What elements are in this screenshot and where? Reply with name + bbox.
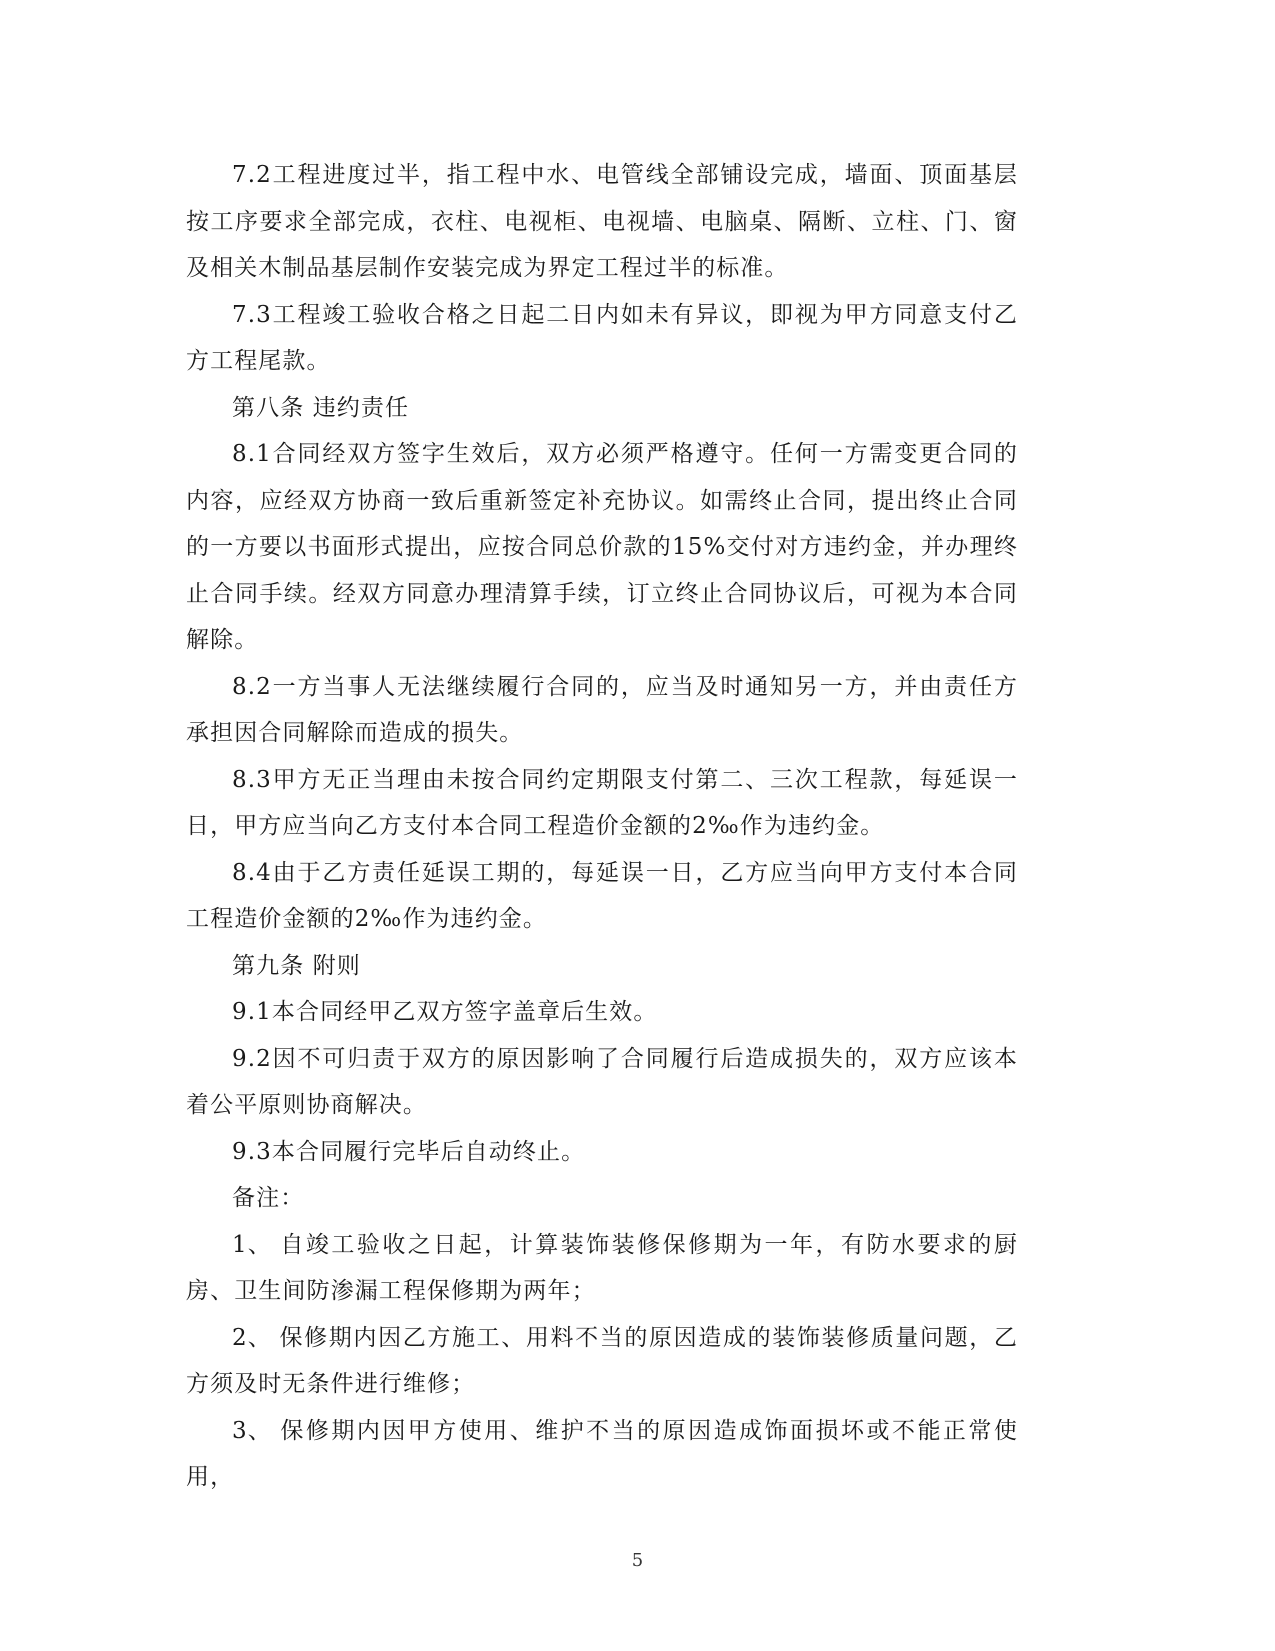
remark-number: 1、 — [232, 1231, 272, 1258]
remark-text: 自竣工验收之日起，计算装饰装修保修期为一年，有防水要求的厨房、卫生间防渗漏工程保修期为两年； — [186, 1231, 1018, 1304]
remark-text: 保修期内因甲方使用、维护不当的原因造成饰面损坏或不能正常使用， — [186, 1417, 1018, 1490]
document-body — [186, 152, 1018, 1501]
remark-number: 2、 — [232, 1324, 272, 1351]
clause-8-4: 8.4由于乙方责任延误工期的，每延误一日，乙方应当向甲方支付本合同工程造价金额的2‰作为违约金。 — [186, 859, 1018, 932]
clause-9-3: 9.3本合同履行完毕后自动终止。 — [232, 1138, 586, 1165]
clause-8-2: 8.2一方当事人无法继续履行合同的，应当及时通知另一方，并由责任方承担因合同解除而造成的损失。 — [186, 673, 1018, 746]
remark-text: 保修期内因乙方施工、用料不当的原因造成的装饰装修质量问题，乙方须及时无条件进行维修； — [186, 1324, 1018, 1397]
section-heading-article-8: 第八条 违约责任 — [232, 394, 410, 421]
remark-item — [186, 1408, 1018, 1501]
page-number: 5 — [631, 1550, 644, 1571]
remark-number: 3、 — [232, 1417, 272, 1444]
clause-8-1: 8.1合同经双方签字生效后，双方必须严格遵守。任何一方需变更合同的内容，应经双方协商一致后重新签定补充协议。如需终止合同，提出终止合同的一方要以书面形式提出，应按合同总价款的15%交付对方违约金，并办理终止合同手续。经双方同意办理清算手续，订立终止合同协议后，可视为本合同解除。 — [186, 441, 1018, 653]
clause-8-3: 8.3甲方无正当理由未按合同约定期限支付第二、三次工程款，每延误一日，甲方应当向乙方支付本合同工程造价金额的2‰作为违约金。 — [186, 766, 1018, 839]
clause-7-2: 7.2工程进度过半，指工程中水、电管线全部铺设完成，墙面、顶面基层按工序要求全部完成，衣柱、电视柜、电视墙、电脑桌、隔断、立柱、门、窗及相关木制品基层制作安装完成为界定工程过半的标准。 — [186, 162, 1018, 281]
remark-item — [186, 1315, 1018, 1408]
section-heading-article-9: 第九条 附则 — [232, 952, 361, 979]
clause-9-2: 9.2因不可归责于双方的原因影响了合同履行后造成损失的，双方应该本着公平原则协商解决。 — [186, 1045, 1018, 1118]
remark-item — [186, 1222, 1018, 1315]
clause-7-3: 7.3工程竣工验收合格之日起二日内如未有异议，即视为甲方同意支付乙方工程尾款。 — [186, 301, 1018, 374]
remarks-heading: 备注： — [232, 1185, 305, 1211]
clause-9-1: 9.1本合同经甲乙双方签字盖章后生效。 — [232, 999, 658, 1025]
